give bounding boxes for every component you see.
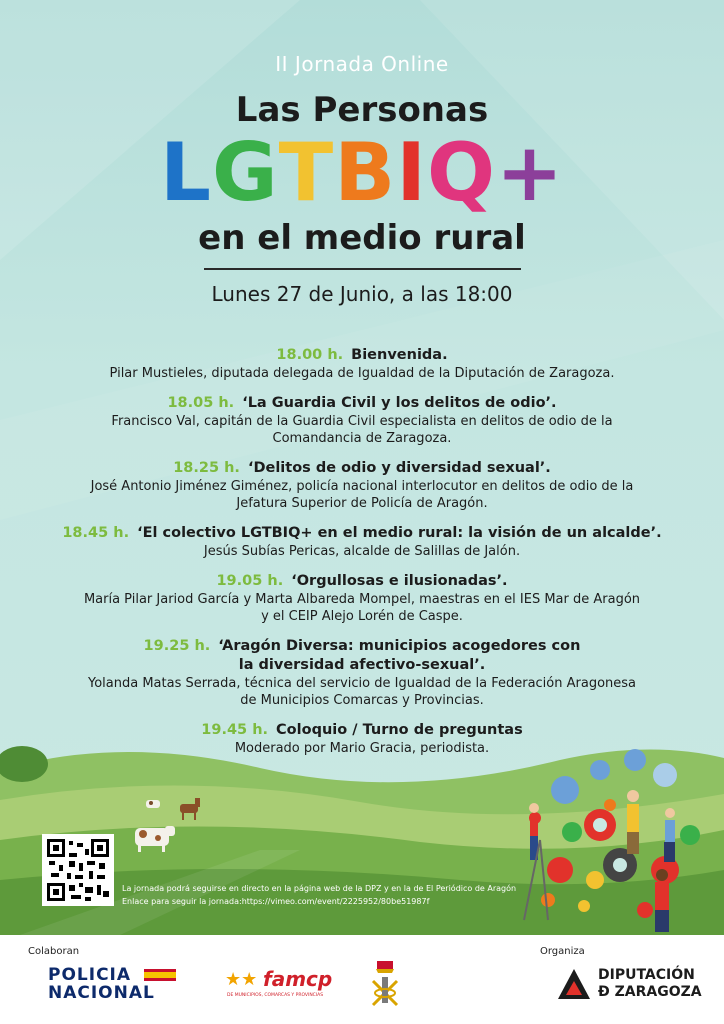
program-item-time: 18.25 h.: [173, 460, 240, 476]
policia-nacional-logo: [48, 965, 188, 1005]
stars-icon: ★★: [225, 969, 258, 990]
diputacion-zaragoza-logo: [556, 965, 706, 1005]
program-item-time: 18.05 h.: [167, 395, 235, 411]
crown-emblem-icon: [368, 957, 402, 1009]
program-item-heading: [40, 394, 684, 413]
stream-note: [122, 882, 516, 908]
program-item-time: 18.45 h.: [62, 525, 130, 541]
program-item-title: ‘Delitos de odio y diversidad sexual’.: [247, 460, 551, 476]
title-line-1: Las Personas: [235, 90, 489, 130]
program-item-speaker: Yolanda Matas Serrada, técnica del servicio de Igualdad de la Federación Aragonesa: [87, 676, 637, 691]
organizer-label: Organiza: [540, 946, 585, 957]
program-item: [40, 394, 684, 447]
title-letter: B: [334, 126, 397, 219]
program-item-speaker: Jefatura Superior de Policía de Aragón.: [236, 496, 488, 511]
title-letter: +: [495, 126, 565, 219]
program-item-speaker: Moderado por Mario Gracia, periodista.: [234, 741, 490, 756]
program-item-speaker: Francisco Val, capitán de la Guardia Civil especialista en delitos de odio de la: [111, 414, 613, 429]
program-item-speaker: José Antonio Jiménez Giménez, policía nacional interlocutor en delitos de odio de la: [90, 479, 634, 494]
program-item-title: ‘La Guardia Civil y los delitos de odio’.: [242, 395, 557, 411]
spain-flag-icon: [144, 969, 176, 981]
event-date: Lunes 27 de Junio, a las 18:00: [211, 282, 513, 306]
program-item-speaker: Comandancia de Zaragoza.: [272, 431, 452, 446]
program-item-time: 19.45 h.: [201, 722, 269, 738]
policia-line1: POLICIA: [48, 965, 132, 985]
program-item-title: ‘El colectivo LGTBIQ+ en el medio rural: la visión de un alcalde’.: [137, 525, 662, 541]
dpz-line2: Ð ZARAGOZA: [598, 984, 702, 1000]
policia-line2: NACIONAL: [48, 983, 155, 1003]
program-item-title: ‘Orgullosas e ilusionadas’.: [291, 573, 508, 589]
program-item-speaker: Pilar Mustieles, diputada delegada de Igualdad de la Diputación de Zaragoza.: [109, 366, 615, 381]
program-item-title: Bienvenida.: [351, 347, 448, 363]
program-item-speaker: Jesús Subías Pericas, alcalde de Salillas de Jalón.: [203, 544, 521, 559]
guardia-civil-emblem: [368, 957, 402, 1009]
stream-link[interactable]: Enlace para seguir la jornada:https://vimeo.com/event/2225952/80be51987f: [122, 897, 430, 906]
program-item: [40, 346, 684, 382]
title-lgtbiq: [0, 128, 724, 218]
program-item-speaker: de Municipios Comarcas y Provincias.: [240, 693, 484, 708]
program-item: [40, 524, 684, 560]
title-letter: Q: [426, 126, 496, 219]
cow-icon: [146, 800, 160, 808]
program-list: [40, 346, 684, 769]
qr-code[interactable]: [42, 834, 114, 906]
famcp-logo: [225, 965, 333, 1005]
qr-code-icon: [45, 837, 111, 903]
title-letter: T: [278, 126, 335, 219]
program-item: [40, 459, 684, 512]
title-line-3: en el medio rural: [198, 218, 526, 258]
collab-label: Colaboran: [28, 946, 80, 957]
title-letter: I: [396, 126, 427, 219]
program-item-heading: [40, 459, 684, 478]
title-letter: L: [159, 126, 212, 219]
famcp-subtitle: DE MUNICIPIOS, COMARCAS Y PROVINCIAS: [227, 993, 324, 998]
program-item-title: ‘Aragón Diversa: municipios acogedores con: [218, 638, 581, 654]
footer: [0, 935, 724, 1024]
stream-note-line1: La jornada podrá seguirse en directo en la página web de la DPZ y en la de El Periódico de Aragón: [122, 884, 517, 893]
title-letter: G: [211, 126, 279, 219]
program-item-heading: [40, 572, 684, 591]
program-item-heading: [40, 524, 684, 543]
program-item-title: Coloquio / Turno de preguntas: [276, 722, 523, 738]
program-item-speaker: y el CEIP Alejo Lorén de Caspe.: [261, 609, 463, 624]
program-item-title-cont: la diversidad afectivo-sexual’.: [238, 657, 486, 673]
famcp-name: famcp: [263, 967, 333, 991]
dpz-line1: DIPUTACIÓN: [598, 967, 695, 983]
event-kicker: II Jornada Online: [275, 52, 449, 76]
title-divider: [204, 268, 521, 270]
program-item-heading: [40, 637, 684, 656]
program-item-time: 19.25 h.: [143, 638, 211, 654]
dpz-triangle-icon: [556, 967, 592, 1003]
program-item-time: 18.00 h.: [276, 347, 344, 363]
program-item-time: 19.05 h.: [216, 573, 284, 589]
program-item: [40, 572, 684, 625]
program-item-speaker: María Pilar Jariod García y Marta Albareda Mompel, maestras en el IES Mar de Aragón: [83, 592, 641, 607]
program-item: [40, 637, 684, 709]
program-item-heading: [40, 346, 684, 365]
